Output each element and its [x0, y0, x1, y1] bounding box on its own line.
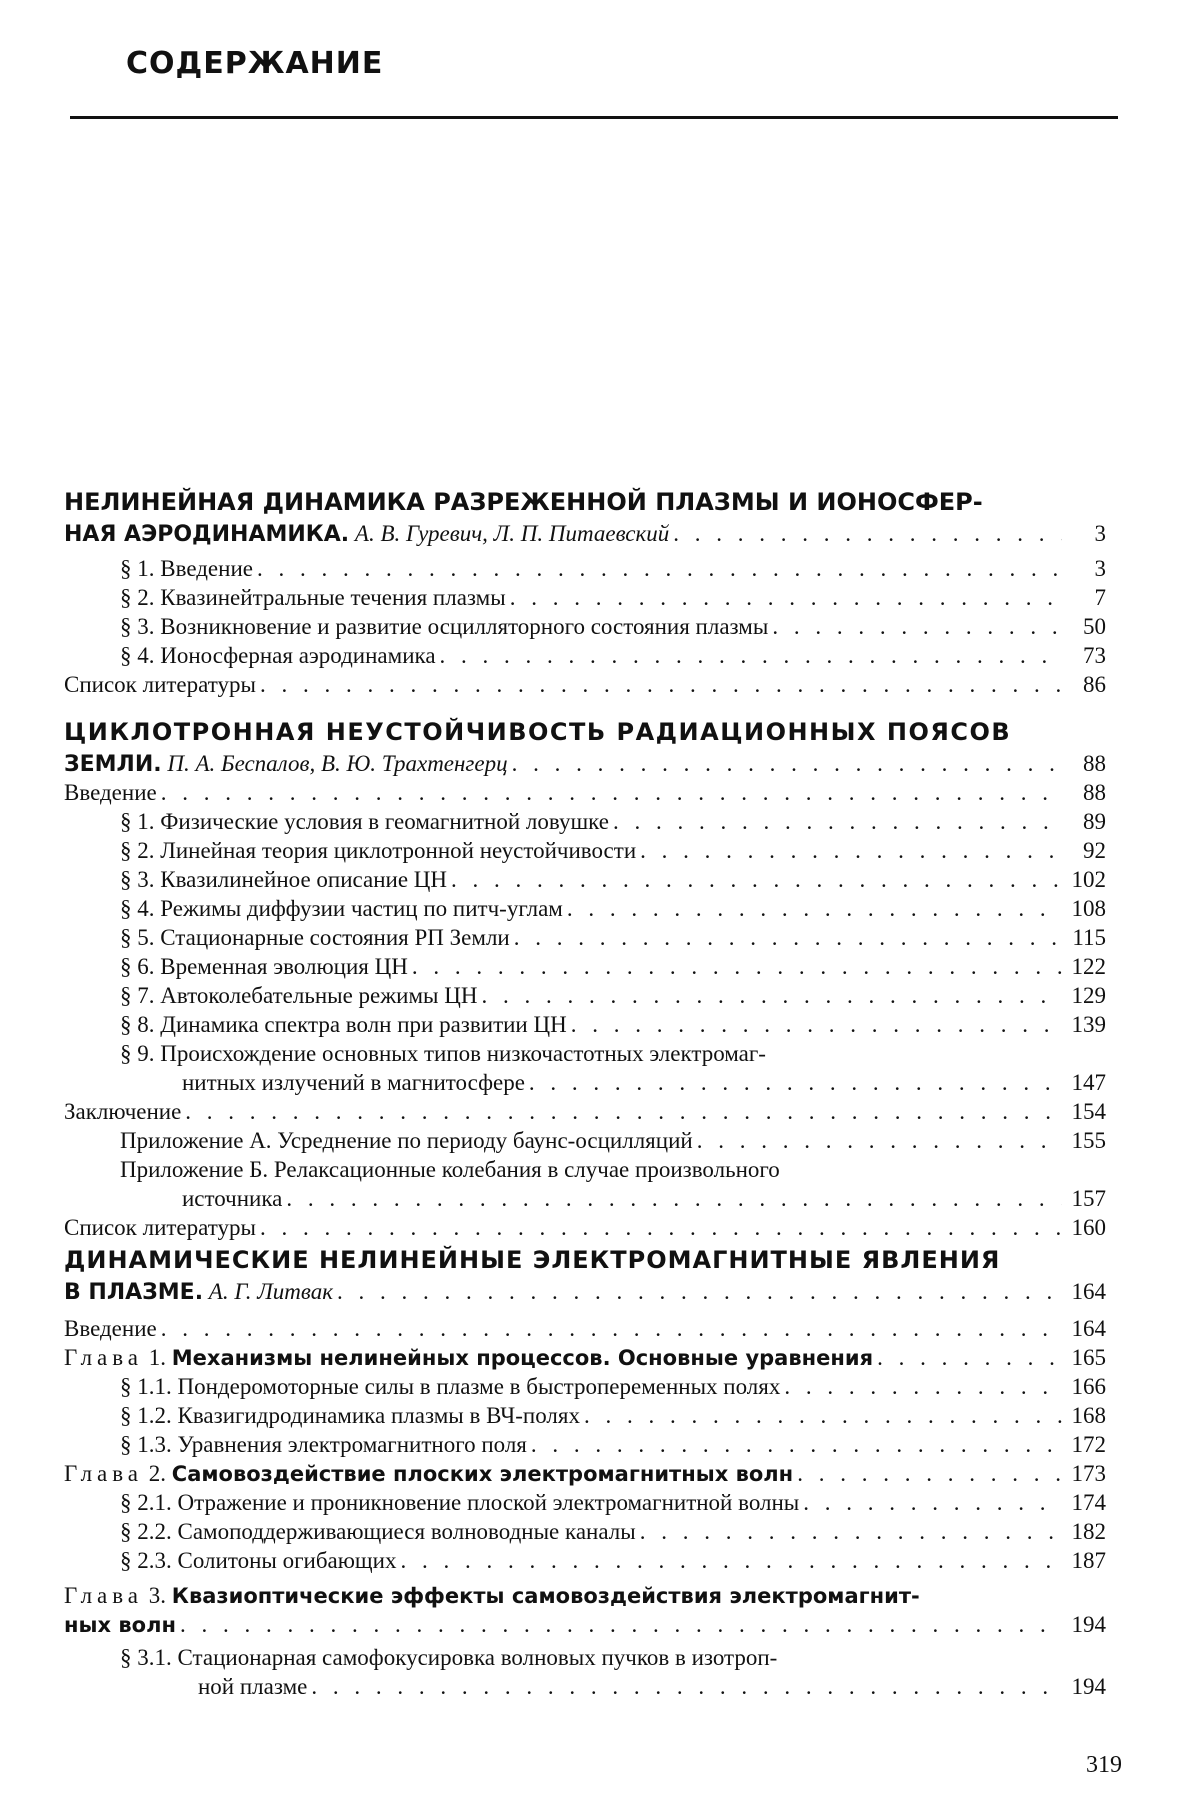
- leader-dots: [877, 1343, 1062, 1372]
- entry-label: § 5. Стационарные состояния РП Земли: [120, 925, 510, 950]
- entry-label: Введение: [64, 1316, 157, 1341]
- leader-dots: [772, 612, 1062, 641]
- toc-entry[interactable]: [64, 612, 1106, 641]
- leader-dots: [481, 981, 1062, 1010]
- page-ref: 194: [1071, 1612, 1106, 1637]
- chapter-entry[interactable]: [64, 1459, 1106, 1488]
- entry-label: § 4. Режимы диффузии частиц по питч-углам: [120, 896, 563, 921]
- chapter-number: 1.: [148, 1345, 167, 1370]
- toc-entry[interactable]: [64, 1430, 1106, 1459]
- toc-entry[interactable]: [64, 1546, 1106, 1575]
- entry-label: Список литературы: [64, 672, 256, 697]
- leader-dots: [567, 894, 1062, 923]
- leader-dots: [510, 583, 1062, 612]
- entry-label: § 2.1. Отражение и проникновение плоской электромагнитной волны: [120, 1490, 800, 1515]
- entry-label: § 2. Линейная теория циклотронной неустойчивости: [120, 838, 637, 863]
- toc-entry[interactable]: [64, 923, 1106, 952]
- toc-entry[interactable]: [64, 1314, 1106, 1343]
- section-title-line1: ДИНАМИЧЕСКИЕ НЕЛИНЕЙНЫЕ ЭЛЕКТРОМАГНИТНЫЕ ЯВЛЕНИЯ: [64, 1246, 1001, 1274]
- section-title-cont: В ПЛАЗМЕ.: [64, 1280, 204, 1305]
- page-ref: 3: [1094, 556, 1106, 581]
- leader-dots: [412, 952, 1062, 981]
- page-ref: 168: [1071, 1403, 1106, 1428]
- page-ref: 129: [1071, 983, 1106, 1008]
- leader-dots: [514, 923, 1062, 952]
- chapter-title-cont: ных волн: [64, 1613, 176, 1637]
- chapter-entry[interactable]: [64, 1343, 1106, 1372]
- chapter-title: Самовоздействие плоских электромагнитных волн: [171, 1462, 794, 1486]
- leader-dots: [784, 1372, 1062, 1401]
- page-ref: 173: [1071, 1461, 1106, 1486]
- entry-label: нитных излучений в магнитосфере: [182, 1070, 525, 1095]
- entry-label: § 1.2. Квазигидродинамика плазмы в ВЧ-полях: [120, 1403, 580, 1428]
- page-ref: 172: [1071, 1432, 1106, 1457]
- section-title-cont: ЗЕМЛИ.: [64, 752, 162, 777]
- leader-dots: [260, 1213, 1062, 1242]
- leader-dots: [571, 1010, 1062, 1039]
- section-authors: П. А. Беспалов, В. Ю. Трахтенгерц: [167, 751, 508, 776]
- toc-entry-line2[interactable]: [64, 1672, 1106, 1701]
- page-ref: 157: [1071, 1186, 1106, 1211]
- toc-entry-line1[interactable]: Приложение Б. Релаксационные колебания в случае произвольного: [120, 1157, 780, 1182]
- page-ref: 147: [1071, 1070, 1106, 1095]
- entry-label: § 3. Квазилинейное описание ЦН: [120, 867, 448, 892]
- page-ref: 50: [1083, 614, 1106, 639]
- section-title-line2[interactable]: [64, 1277, 1106, 1306]
- toc-section-3: [64, 1244, 1106, 1701]
- page-ref: 89: [1083, 809, 1106, 834]
- page-ref: 3: [1094, 521, 1106, 546]
- page-ref: 122: [1071, 954, 1106, 979]
- toc-entry[interactable]: [64, 641, 1106, 670]
- header-rule: [70, 116, 1118, 119]
- section-authors: А. В. Гуревич, Л. П. Питаевский: [354, 521, 670, 546]
- page-ref: 166: [1071, 1374, 1106, 1399]
- chapter-entry-line1[interactable]: [64, 1581, 1106, 1610]
- page-ref: 88: [1083, 780, 1106, 805]
- toc-entry[interactable]: [64, 952, 1106, 981]
- entry-label: § 2. Квазинейтральные течения плазмы: [120, 585, 506, 610]
- page-ref: 164: [1071, 1279, 1106, 1304]
- entry-label: § 6. Временная эволюция ЦН: [120, 954, 408, 979]
- toc-section-1: [64, 486, 1106, 699]
- chapter-number: 3.: [148, 1583, 167, 1608]
- toc-entry[interactable]: [64, 865, 1106, 894]
- chapter-title: Механизмы нелинейных процессов. Основные уравнения: [171, 1346, 874, 1370]
- toc-entry[interactable]: [64, 894, 1106, 923]
- page-ref: 108: [1071, 896, 1106, 921]
- toc-entry[interactable]: [64, 1097, 1106, 1126]
- leader-dots: [286, 1184, 1062, 1213]
- page-ref: 187: [1071, 1548, 1106, 1573]
- section-title-line2[interactable]: [64, 749, 1106, 778]
- section-title-cont: НАЯ АЭРОДИНАМИКА.: [64, 522, 350, 547]
- leader-dots: [697, 1126, 1062, 1155]
- page-ref: 164: [1071, 1316, 1106, 1341]
- chapter-prefix: Глава: [64, 1345, 144, 1370]
- entry-label: ной плазме: [198, 1674, 308, 1699]
- page-ref: 174: [1071, 1490, 1106, 1515]
- leader-dots: [640, 836, 1062, 865]
- leader-dots: [640, 1517, 1062, 1546]
- toc-entry[interactable]: [64, 1010, 1106, 1039]
- entry-label: § 3. Возникновение и развитие осцилляторного состояния плазмы: [120, 614, 769, 639]
- section-title-line1: НЕЛИНЕЙНАЯ ДИНАМИКА РАЗРЕЖЕННОЙ ПЛАЗМЫ И ИОНОСФЕР-: [64, 488, 983, 516]
- page-ref: 88: [1083, 751, 1106, 776]
- page-ref: 139: [1071, 1012, 1106, 1037]
- entry-label: § 4. Ионосферная аэродинамика: [120, 643, 436, 668]
- entry-label: Список литературы: [64, 1215, 256, 1240]
- chapter-prefix: Глава: [64, 1583, 144, 1608]
- entry-label: § 1.3. Уравнения электромагнитного поля: [120, 1432, 527, 1457]
- entry-label: Приложение А. Усреднение по периоду баунс-осцилляций: [120, 1128, 693, 1153]
- section-title-line2[interactable]: [64, 519, 1106, 548]
- page-ref: 160: [1071, 1215, 1106, 1240]
- toc-entry[interactable]: [64, 1517, 1106, 1546]
- section-authors: А. Г. Литвак: [208, 1279, 333, 1304]
- toc-section-2: [64, 716, 1106, 1242]
- entry-label: § 1. Физические условия в геомагнитной ловушке: [120, 809, 609, 834]
- page-ref: 155: [1071, 1128, 1106, 1153]
- toc-entry[interactable]: [64, 1372, 1106, 1401]
- toc-entry[interactable]: [64, 807, 1106, 836]
- leader-dots: [311, 1672, 1062, 1701]
- leader-dots: [260, 670, 1062, 699]
- chapter-number: 2.: [148, 1461, 167, 1486]
- page-ref: 154: [1071, 1099, 1106, 1124]
- page-ref: 182: [1071, 1519, 1106, 1544]
- page-ref: 115: [1072, 925, 1106, 950]
- leader-dots: [400, 1546, 1062, 1575]
- toc-entry[interactable]: [64, 1488, 1106, 1517]
- leader-dots: [512, 749, 1062, 778]
- leader-dots: [673, 519, 1062, 548]
- page-ref: 73: [1083, 643, 1106, 668]
- leader-dots: [337, 1277, 1062, 1306]
- page-header: СОДЕРЖАНИЕ: [126, 46, 384, 81]
- entry-label: § 1.1. Пондеромоторные силы в плазме в быстропеременных полях: [120, 1374, 781, 1399]
- toc-entry[interactable]: [64, 981, 1106, 1010]
- leader-dots: [803, 1488, 1062, 1517]
- leader-dots: [613, 807, 1062, 836]
- toc-entry[interactable]: [64, 836, 1106, 865]
- page-ref: 194: [1071, 1674, 1106, 1699]
- toc-entry[interactable]: [64, 1401, 1106, 1430]
- entry-label: источника: [182, 1186, 283, 1211]
- page-ref: 92: [1083, 838, 1106, 863]
- toc-entry[interactable]: [64, 554, 1106, 583]
- toc-entry-line2[interactable]: [64, 1184, 1106, 1213]
- page-ref: 165: [1071, 1345, 1106, 1370]
- toc-entry[interactable]: [64, 670, 1106, 699]
- toc-entry[interactable]: [64, 778, 1106, 807]
- page-ref: 86: [1083, 672, 1106, 697]
- entry-label: § 8. Динамика спектра волн при развитии ЦН: [120, 1012, 567, 1037]
- toc-entry[interactable]: [64, 1213, 1106, 1242]
- page-ref: 102: [1071, 867, 1106, 892]
- leader-dots: [529, 1068, 1062, 1097]
- page-number: 319: [1086, 1752, 1122, 1778]
- chapter-title: Квазиоптические эффекты самовоздействия электромагнит-: [171, 1584, 920, 1608]
- leader-dots: [797, 1459, 1062, 1488]
- toc-entry-line2[interactable]: [64, 1068, 1106, 1097]
- leader-dots: [584, 1401, 1062, 1430]
- toc-entry-line1[interactable]: § 3.1. Стационарная самофокусировка волновых пучков в изотроп-: [120, 1645, 778, 1670]
- toc-entry[interactable]: [64, 1126, 1106, 1155]
- entry-label: § 2.3. Солитоны огибающих: [120, 1548, 397, 1573]
- leader-dots: [531, 1430, 1062, 1459]
- leader-dots: [257, 554, 1062, 583]
- leader-dots: [440, 641, 1062, 670]
- entry-label: Введение: [64, 780, 157, 805]
- entry-label: § 7. Автоколебательные режимы ЦН: [120, 983, 478, 1008]
- entry-label: § 1. Введение: [120, 556, 253, 581]
- chapter-entry-line2[interactable]: [64, 1610, 1106, 1639]
- leader-dots: [451, 865, 1062, 894]
- leader-dots: [180, 1610, 1062, 1639]
- section-title-line1: ЦИКЛОТРОННАЯ НЕУСТОЙЧИВОСТЬ РАДИАЦИОННЫХ ПОЯСОВ: [64, 718, 1012, 746]
- leader-dots: [185, 1097, 1062, 1126]
- chapter-prefix: Глава: [64, 1461, 144, 1486]
- toc-entry[interactable]: [64, 583, 1106, 612]
- entry-label: Заключение: [64, 1099, 182, 1124]
- page-ref: 7: [1094, 585, 1106, 610]
- leader-dots: [161, 778, 1062, 807]
- entry-label: § 2.2. Самоподдерживающиеся волноводные каналы: [120, 1519, 636, 1544]
- leader-dots: [161, 1314, 1062, 1343]
- toc-entry-line1[interactable]: § 9. Происхождение основных типов низкочастотных электромаг-: [120, 1041, 766, 1066]
